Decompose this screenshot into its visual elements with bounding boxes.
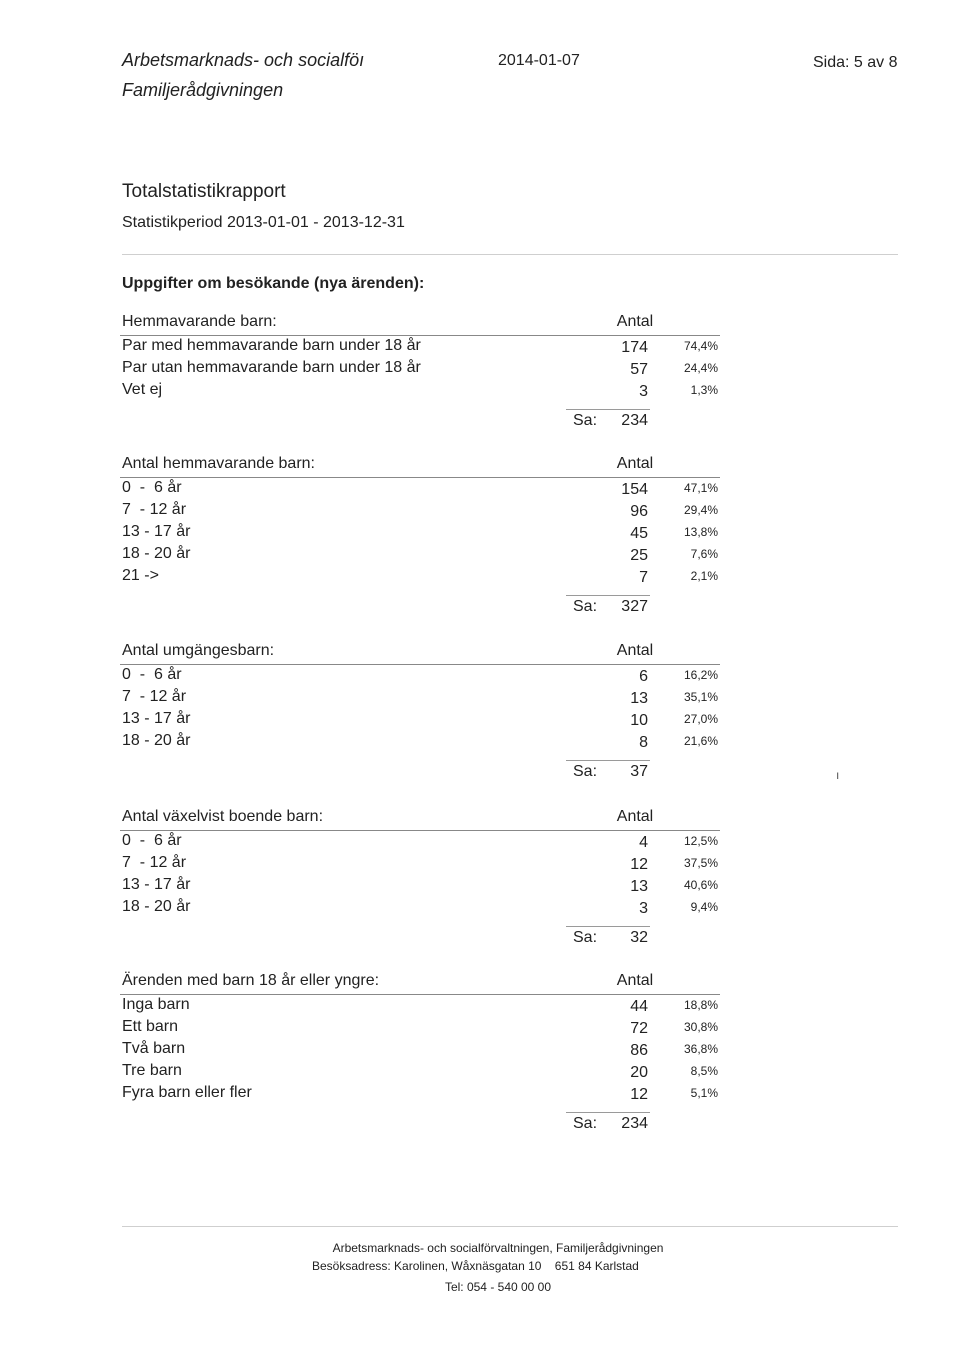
row-percent: 8,5% <box>690 1064 718 1078</box>
sum-value: 234 <box>621 1115 648 1132</box>
sum-rule <box>566 1112 650 1113</box>
row-percent: 37,5% <box>683 856 718 870</box>
sum-value: 234 <box>621 412 648 429</box>
table-row <box>0 359 960 381</box>
section-title: Antal hemmavarande barn: <box>122 455 315 472</box>
sum-label: Sa: <box>573 929 598 946</box>
row-percent: 5,1% <box>690 1086 718 1100</box>
sum-label: Sa: <box>573 763 598 780</box>
footer-divider <box>122 1226 898 1227</box>
row-count: 4 <box>639 834 648 851</box>
row-count: 86 <box>630 1042 648 1059</box>
row-label: 18 - 20 år <box>122 545 191 562</box>
table-row <box>0 666 960 688</box>
table-row <box>0 732 960 754</box>
row-percent: 47,1% <box>683 481 718 495</box>
sum-rule <box>566 926 650 927</box>
row-percent: 74,4% <box>683 339 718 353</box>
section-title: Ärenden med barn 18 år eller yngre: <box>122 972 380 989</box>
row-count: 44 <box>630 998 648 1015</box>
sum-label: Sa: <box>573 1115 598 1132</box>
section-rule <box>120 664 720 665</box>
row-percent: 9,4% <box>690 900 718 914</box>
row-label: 0 - 6 år <box>122 666 182 683</box>
row-count: 7 <box>639 569 648 586</box>
row-count: 12 <box>630 856 648 873</box>
row-percent: 12,5% <box>683 834 718 848</box>
row-label: Ett barn <box>122 1018 179 1035</box>
row-label: Inga barn <box>122 996 190 1013</box>
section-rule <box>120 994 720 995</box>
row-label: 21 -> <box>122 567 159 584</box>
row-label: Par utan hemmavarande barn under 18 år <box>122 359 421 376</box>
table-row <box>0 479 960 501</box>
row-label: 18 - 20 år <box>122 898 191 915</box>
row-percent: 18,8% <box>683 998 718 1012</box>
row-label: 13 - 17 år <box>122 523 191 540</box>
sum-label: Sa: <box>573 412 598 429</box>
row-percent: 16,2% <box>683 668 718 682</box>
org-name: Arbetsmarknads- och socialföı <box>122 50 365 70</box>
row-label: 13 - 17 år <box>122 876 191 893</box>
row-label: Två barn <box>122 1040 186 1057</box>
row-label: Tre barn <box>122 1062 182 1079</box>
section-title: Hemmavarande barn: <box>122 313 277 330</box>
table-row <box>0 1084 960 1106</box>
row-label: Fyra barn eller fler <box>122 1084 252 1101</box>
sum-rule <box>566 760 650 761</box>
sum-value: 37 <box>630 763 648 780</box>
table-row <box>0 567 960 589</box>
row-percent: 2,1% <box>690 569 718 583</box>
row-percent: 21,6% <box>683 734 718 748</box>
footer-address: Besöksadress: Karolinen, Wåxnäsgatan 10 651 84 Karlstad <box>312 1259 639 1273</box>
footer-phone: Tel: 054 - 540 00 00 <box>444 1280 552 1294</box>
row-count: 13 <box>630 690 648 707</box>
report-title: Totalstatistikrapport <box>122 181 286 202</box>
row-label: Par med hemmavarande barn under 18 år <box>122 337 421 354</box>
table-row <box>0 898 960 920</box>
row-label: 13 - 17 år <box>122 710 191 727</box>
org-unit: Familjerådgivningen <box>122 80 284 100</box>
row-label: 7 - 12 år <box>122 854 187 871</box>
section-rule <box>120 477 720 478</box>
table-row <box>0 545 960 567</box>
sum-rule <box>566 595 650 596</box>
table-row <box>0 381 960 403</box>
table-row <box>0 876 960 898</box>
footer-org: Arbetsmarknads- och socialförvaltningen, Familjerådgivningen <box>332 1241 664 1255</box>
sum-row <box>0 1115 960 1137</box>
print-date: 2014-01-07 <box>498 52 580 69</box>
row-count: 13 <box>630 878 648 895</box>
sum-value: 327 <box>621 598 648 615</box>
table-row <box>0 523 960 545</box>
table-row <box>0 854 960 876</box>
report-period: Statistikperiod 2013-01-01 - 2013-12-31 <box>122 214 405 231</box>
row-label: 7 - 12 år <box>122 688 187 705</box>
row-count: 12 <box>630 1086 648 1103</box>
sum-value: 32 <box>630 929 648 946</box>
row-percent: 24,4% <box>683 361 718 375</box>
row-count: 154 <box>621 481 648 498</box>
row-count: 3 <box>639 900 648 917</box>
row-label: Vet ej <box>122 381 163 398</box>
sum-row <box>0 598 960 620</box>
sum-label: Sa: <box>573 598 598 615</box>
row-count: 57 <box>630 361 648 378</box>
header-divider <box>122 254 898 255</box>
page-number: Sida: 5 av 8 <box>813 54 898 71</box>
row-count: 45 <box>630 525 648 542</box>
row-count: 174 <box>621 339 648 356</box>
table-row <box>0 337 960 359</box>
table-row <box>0 1062 960 1084</box>
table-row <box>0 1040 960 1062</box>
row-count: 25 <box>630 547 648 564</box>
row-percent: 35,1% <box>683 690 718 704</box>
row-percent: 1,3% <box>690 383 718 397</box>
section-rule <box>120 830 720 831</box>
row-label: 7 - 12 år <box>122 501 187 518</box>
row-count: 20 <box>630 1064 648 1081</box>
row-percent: 30,8% <box>683 1020 718 1034</box>
row-label: 0 - 6 år <box>122 479 182 496</box>
sum-row <box>0 763 960 785</box>
row-count: 3 <box>639 383 648 400</box>
antal-column-header: Antal <box>616 808 654 825</box>
section-title: Antal umgängesbarn: <box>122 642 275 659</box>
row-percent: 40,6% <box>683 878 718 892</box>
antal-column-header: Antal <box>616 455 654 472</box>
table-row <box>0 996 960 1018</box>
visitor-heading: Uppgifter om besökande (nya ärenden): <box>122 275 425 292</box>
antal-column-header: Antal <box>616 972 654 989</box>
table-row <box>0 688 960 710</box>
row-count: 10 <box>630 712 648 729</box>
sum-rule <box>566 409 650 410</box>
table-row <box>0 501 960 523</box>
row-label: 0 - 6 år <box>122 832 182 849</box>
table-row <box>0 710 960 732</box>
sum-row <box>0 929 960 951</box>
row-count: 8 <box>639 734 648 751</box>
table-row <box>0 832 960 854</box>
section-rule <box>120 335 720 336</box>
speck: ı <box>836 768 840 782</box>
row-label: 18 - 20 år <box>122 732 191 749</box>
table-row <box>0 1018 960 1040</box>
row-count: 6 <box>639 668 648 685</box>
antal-column-header: Antal <box>616 313 654 330</box>
row-count: 72 <box>630 1020 648 1037</box>
row-percent: 7,6% <box>690 547 718 561</box>
sum-row <box>0 412 960 434</box>
section-title: Antal växelvist boende barn: <box>122 808 324 825</box>
row-percent: 27,0% <box>683 712 718 726</box>
row-count: 96 <box>630 503 648 520</box>
row-percent: 36,8% <box>683 1042 718 1056</box>
row-percent: 13,8% <box>683 525 718 539</box>
row-percent: 29,4% <box>683 503 718 517</box>
antal-column-header: Antal <box>616 642 654 659</box>
